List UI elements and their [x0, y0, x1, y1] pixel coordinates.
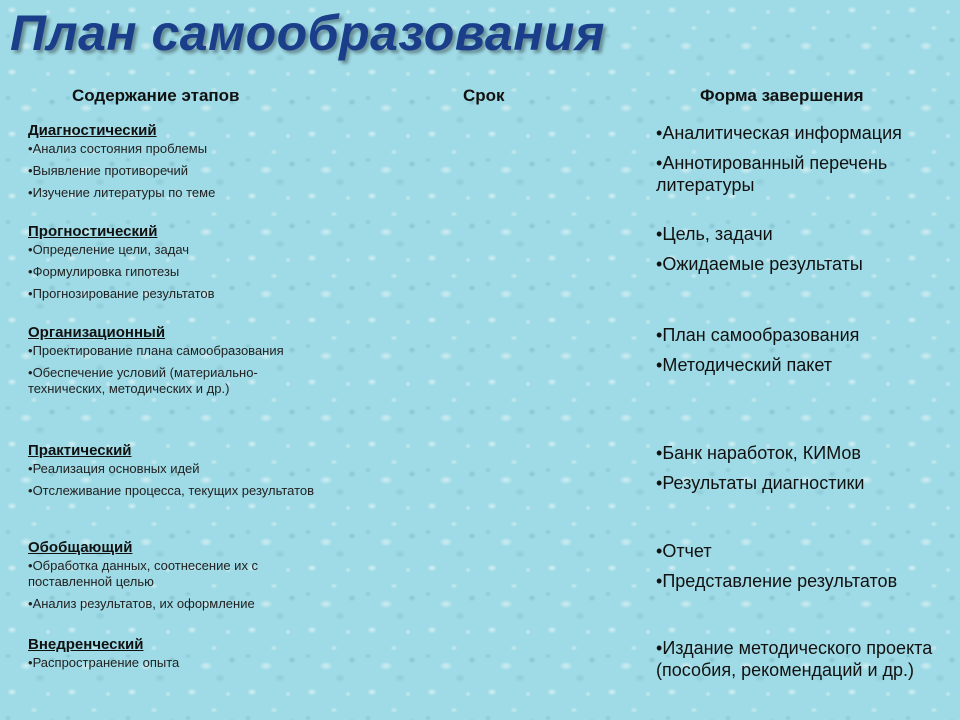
result-item: • План самообразования — [656, 324, 952, 346]
stage-item: • Изучение литературы по теме — [28, 185, 320, 201]
result-item: • Ожидаемые результаты — [656, 253, 952, 275]
stage-title: Диагностический — [28, 122, 157, 139]
stage-title: Обобщающий — [28, 539, 133, 556]
result-item: • Представление результатов — [656, 570, 952, 592]
stage-title: Внедренческий — [28, 636, 144, 653]
stage-implementation — [28, 636, 320, 677]
stage-diagnostic-results — [656, 122, 952, 204]
stage-item: • Формулировка гипотезы — [28, 264, 320, 280]
stage-title: Прогностический — [28, 223, 158, 240]
stage-generalizing-results — [656, 540, 952, 600]
stage-practical-results — [656, 442, 952, 502]
stage-generalizing — [28, 539, 320, 618]
stage-implementation-results — [656, 637, 952, 689]
stage-items — [28, 461, 320, 499]
result-item: • Методический пакет — [656, 354, 952, 376]
stage-organizational — [28, 324, 320, 403]
result-item: • Отчет — [656, 540, 952, 562]
stage-item: • Обработка данных, соотнесение их с поставленной целью — [28, 558, 320, 590]
stage-prognostic — [28, 223, 320, 308]
result-item: • Цель, задачи — [656, 223, 952, 245]
stage-item: • Определение цели, задач — [28, 242, 320, 258]
stage-item: • Отслеживание процесса, текущих результатов — [28, 483, 320, 499]
stage-item: • Распространение опыта — [28, 655, 320, 671]
stage-practical — [28, 442, 320, 505]
result-item: • Результаты диагностики — [656, 472, 952, 494]
stage-item: • Анализ состояния проблемы — [28, 141, 320, 157]
result-item: • Аналитическая информация — [656, 122, 952, 144]
stage-items — [28, 655, 320, 671]
stage-prognostic-results — [656, 223, 952, 283]
stage-item: • Анализ результатов, их оформление — [28, 596, 320, 612]
stage-items — [28, 242, 320, 302]
stage-items — [28, 141, 320, 201]
result-item: • Банк наработок, КИМов — [656, 442, 952, 464]
stage-items — [28, 343, 320, 397]
stage-diagnostic — [28, 122, 320, 207]
stage-title: Организационный — [28, 324, 166, 341]
stage-item: • Проектирование плана самообразования — [28, 343, 320, 359]
page-title: План самообразования — [10, 5, 605, 61]
result-item: • Издание методического проекта (пособия, рекомендаций и др.) — [656, 637, 952, 681]
result-item: • Аннотированный перечень литературы — [656, 152, 952, 196]
stage-item: • Прогнозирование результатов — [28, 286, 320, 302]
stage-item: • Реализация основных идей — [28, 461, 320, 477]
stage-title: Практический — [28, 442, 132, 459]
stage-organizational-results — [656, 324, 952, 384]
column-header-content: Содержание этапов — [72, 86, 240, 105]
stage-item: • Выявление противоречий — [28, 163, 320, 179]
stage-item: • Обеспечение условий (материально-технических, методических и др.) — [28, 365, 320, 397]
column-header-completion: Форма завершения — [700, 86, 864, 105]
column-header-term: Срок — [463, 86, 505, 105]
stage-items — [28, 558, 320, 612]
